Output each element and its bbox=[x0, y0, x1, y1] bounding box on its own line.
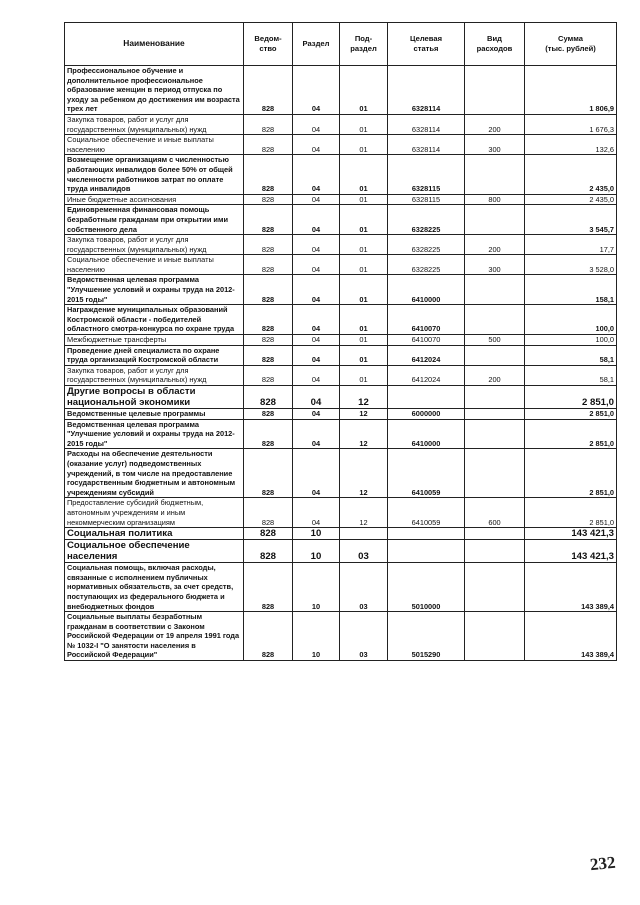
cell-podrazdel: 03 bbox=[340, 540, 388, 563]
cell-vedomstvo: 828 bbox=[244, 528, 293, 540]
cell-name: Закупка товаров, работ и услуг для государственных (муниципальных) нужд bbox=[65, 114, 244, 134]
cell-summa: 143 421,3 bbox=[525, 528, 617, 540]
cell-celevaya-statya: 6410070 bbox=[388, 305, 465, 335]
cell-summa: 1 676,3 bbox=[525, 114, 617, 134]
cell-vedomstvo: 828 bbox=[244, 305, 293, 335]
cell-podrazdel: 03 bbox=[340, 563, 388, 612]
cell-razdel: 04 bbox=[293, 335, 340, 346]
cell-vedomstvo: 828 bbox=[244, 409, 293, 420]
cell-summa: 132,6 bbox=[525, 135, 617, 155]
cell-celevaya-statya: 6412024 bbox=[388, 345, 465, 365]
cell-podrazdel: 01 bbox=[340, 66, 388, 115]
cell-vid-rashodov bbox=[465, 386, 525, 409]
cell-summa: 58,1 bbox=[525, 365, 617, 385]
cell-vedomstvo: 828 bbox=[244, 365, 293, 385]
cell-razdel: 04 bbox=[293, 255, 340, 275]
cell-vid-rashodov bbox=[465, 419, 525, 449]
cell-vedomstvo: 828 bbox=[244, 255, 293, 275]
cell-razdel: 04 bbox=[293, 419, 340, 449]
cell-razdel: 10 bbox=[293, 563, 340, 612]
table-row bbox=[65, 155, 617, 194]
cell-summa: 17,7 bbox=[525, 235, 617, 255]
table-body bbox=[65, 66, 617, 661]
cell-vid-rashodov bbox=[465, 409, 525, 420]
table-row bbox=[65, 114, 617, 134]
cell-summa: 143 389,4 bbox=[525, 612, 617, 661]
cell-vedomstvo: 828 bbox=[244, 345, 293, 365]
table-row bbox=[65, 66, 617, 115]
cell-razdel: 04 bbox=[293, 194, 340, 205]
cell-vedomstvo: 828 bbox=[244, 449, 293, 498]
cell-razdel: 04 bbox=[293, 135, 340, 155]
cell-vid-rashodov bbox=[465, 528, 525, 540]
cell-celevaya-statya: 6328225 bbox=[388, 205, 465, 235]
cell-summa: 1 806,9 bbox=[525, 66, 617, 115]
cell-celevaya-statya: 5015290 bbox=[388, 612, 465, 661]
cell-celevaya-statya: 6410070 bbox=[388, 335, 465, 346]
cell-name: Расходы на обеспечение деятельности (оказание услуг) подведомственных учреждений, в том числе на предоставление государственным бюджетным и автономным учреждениям субсидий bbox=[65, 449, 244, 498]
cell-vedomstvo: 828 bbox=[244, 563, 293, 612]
cell-name: Социальное обеспечение и иные выплаты населению bbox=[65, 255, 244, 275]
cell-summa: 2 851,0 bbox=[525, 419, 617, 449]
table-row bbox=[65, 335, 617, 346]
cell-celevaya-statya: 6410000 bbox=[388, 419, 465, 449]
table-row bbox=[65, 194, 617, 205]
cell-vid-rashodov bbox=[465, 275, 525, 305]
cell-podrazdel: 12 bbox=[340, 419, 388, 449]
cell-podrazdel: 01 bbox=[340, 155, 388, 194]
cell-celevaya-statya: 6412024 bbox=[388, 365, 465, 385]
cell-celevaya-statya: 6410000 bbox=[388, 275, 465, 305]
cell-celevaya-statya: 6328115 bbox=[388, 194, 465, 205]
cell-summa: 100,0 bbox=[525, 305, 617, 335]
cell-podrazdel: 01 bbox=[340, 275, 388, 305]
budget-table-sheet bbox=[64, 22, 617, 661]
cell-celevaya-statya bbox=[388, 540, 465, 563]
cell-summa: 2 435,0 bbox=[525, 194, 617, 205]
page-number: 232 bbox=[589, 852, 617, 875]
cell-razdel: 04 bbox=[293, 409, 340, 420]
table-row bbox=[65, 449, 617, 498]
cell-name: Возмещение организациям с численностью работающих инвалидов более 50% от общей численности работников затрат по оплате труда инвалидов bbox=[65, 155, 244, 194]
cell-podrazdel: 01 bbox=[340, 255, 388, 275]
cell-celevaya-statya bbox=[388, 528, 465, 540]
table-row bbox=[65, 498, 617, 528]
header-vedomstvo: Ведом- ство bbox=[244, 23, 293, 66]
header-name: Наименование bbox=[65, 23, 244, 66]
table-row bbox=[65, 563, 617, 612]
cell-celevaya-statya: 6328115 bbox=[388, 155, 465, 194]
cell-name: Профессиональное обучение и дополнительное профессиональное образование женщин в период отпуска по уходу за ребенком до достижения им возраста трех лет bbox=[65, 66, 244, 115]
table-row bbox=[65, 540, 617, 563]
cell-celevaya-statya: 6328114 bbox=[388, 114, 465, 134]
cell-summa: 2 851,0 bbox=[525, 386, 617, 409]
table-row bbox=[65, 305, 617, 335]
cell-summa: 2 435,0 bbox=[525, 155, 617, 194]
cell-name: Межбюджетные трансферты bbox=[65, 335, 244, 346]
cell-vedomstvo: 828 bbox=[244, 386, 293, 409]
cell-vedomstvo: 828 bbox=[244, 612, 293, 661]
table-row bbox=[65, 386, 617, 409]
cell-name: Закупка товаров, работ и услуг для государственных (муниципальных) нужд bbox=[65, 365, 244, 385]
cell-celevaya-statya: 6410059 bbox=[388, 449, 465, 498]
table-row bbox=[65, 345, 617, 365]
cell-summa: 2 851,0 bbox=[525, 498, 617, 528]
cell-name: Закупка товаров, работ и услуг для государственных (муниципальных) нужд bbox=[65, 235, 244, 255]
cell-summa: 2 851,0 bbox=[525, 449, 617, 498]
cell-vedomstvo: 828 bbox=[244, 235, 293, 255]
cell-name: Предоставление субсидий бюджетным, автономным учреждениям и иным некоммерческим организациям bbox=[65, 498, 244, 528]
table-row bbox=[65, 255, 617, 275]
header-podrazdel: Под- раздел bbox=[340, 23, 388, 66]
cell-vid-rashodov: 300 bbox=[465, 135, 525, 155]
cell-razdel: 04 bbox=[293, 449, 340, 498]
cell-celevaya-statya: 6328114 bbox=[388, 66, 465, 115]
cell-podrazdel: 01 bbox=[340, 135, 388, 155]
cell-vid-rashodov bbox=[465, 449, 525, 498]
cell-vedomstvo: 828 bbox=[244, 498, 293, 528]
cell-vid-rashodov bbox=[465, 155, 525, 194]
table-row bbox=[65, 528, 617, 540]
cell-vid-rashodov bbox=[465, 205, 525, 235]
cell-name: Проведение дней специалиста по охране труда организаций Костромской области bbox=[65, 345, 244, 365]
table-row bbox=[65, 419, 617, 449]
cell-name: Социальное обеспечение и иные выплаты населению bbox=[65, 135, 244, 155]
table-row bbox=[65, 365, 617, 385]
cell-podrazdel: 01 bbox=[340, 305, 388, 335]
cell-name: Иные бюджетные ассигнования bbox=[65, 194, 244, 205]
cell-celevaya-statya: 5010000 bbox=[388, 563, 465, 612]
cell-razdel: 04 bbox=[293, 386, 340, 409]
cell-vedomstvo: 828 bbox=[244, 205, 293, 235]
cell-podrazdel: 01 bbox=[340, 335, 388, 346]
table-row bbox=[65, 409, 617, 420]
cell-razdel: 04 bbox=[293, 114, 340, 134]
cell-celevaya-statya: 6410059 bbox=[388, 498, 465, 528]
cell-vid-rashodov bbox=[465, 612, 525, 661]
header-vid-rashodov: Вид расходов bbox=[465, 23, 525, 66]
cell-vid-rashodov bbox=[465, 563, 525, 612]
cell-summa: 58,1 bbox=[525, 345, 617, 365]
header-summa: Сумма (тыс. рублей) bbox=[525, 23, 617, 66]
cell-vid-rashodov: 600 bbox=[465, 498, 525, 528]
cell-vid-rashodov: 300 bbox=[465, 255, 525, 275]
cell-name: Ведомственная целевая программа "Улучшение условий и охраны труда на 2012-2015 годы" bbox=[65, 275, 244, 305]
cell-summa: 3 528,0 bbox=[525, 255, 617, 275]
cell-vedomstvo: 828 bbox=[244, 114, 293, 134]
cell-razdel: 10 bbox=[293, 540, 340, 563]
cell-razdel: 04 bbox=[293, 205, 340, 235]
cell-razdel: 04 bbox=[293, 305, 340, 335]
cell-podrazdel: 01 bbox=[340, 365, 388, 385]
cell-summa: 100,0 bbox=[525, 335, 617, 346]
cell-podrazdel: 03 bbox=[340, 612, 388, 661]
cell-podrazdel: 12 bbox=[340, 449, 388, 498]
cell-razdel: 04 bbox=[293, 66, 340, 115]
cell-vedomstvo: 828 bbox=[244, 135, 293, 155]
cell-name: Социальная политика bbox=[65, 528, 244, 540]
table-row bbox=[65, 205, 617, 235]
cell-summa: 158,1 bbox=[525, 275, 617, 305]
cell-podrazdel: 12 bbox=[340, 498, 388, 528]
cell-podrazdel: 01 bbox=[340, 205, 388, 235]
cell-name: Единовременная финансовая помощь безработным гражданам при открытии ими собственного дела bbox=[65, 205, 244, 235]
cell-podrazdel: 12 bbox=[340, 386, 388, 409]
cell-vedomstvo: 828 bbox=[244, 194, 293, 205]
cell-podrazdel: 01 bbox=[340, 345, 388, 365]
cell-vid-rashodov: 500 bbox=[465, 335, 525, 346]
cell-celevaya-statya bbox=[388, 386, 465, 409]
cell-summa: 143 421,3 bbox=[525, 540, 617, 563]
cell-vid-rashodov bbox=[465, 345, 525, 365]
table-header-row bbox=[65, 23, 617, 66]
cell-celevaya-statya: 6000000 bbox=[388, 409, 465, 420]
cell-name: Другие вопросы в области национальной экономики bbox=[65, 386, 244, 409]
cell-razdel: 04 bbox=[293, 365, 340, 385]
cell-celevaya-statya: 6328114 bbox=[388, 135, 465, 155]
cell-vedomstvo: 828 bbox=[244, 155, 293, 194]
cell-name: Награждение муниципальных образований Костромской области - победителей областного смотра-конкурса по охране труда bbox=[65, 305, 244, 335]
header-razdel: Раздел bbox=[293, 23, 340, 66]
cell-name: Ведомственные целевые программы bbox=[65, 409, 244, 420]
cell-summa: 3 545,7 bbox=[525, 205, 617, 235]
cell-vid-rashodov: 200 bbox=[465, 365, 525, 385]
cell-vid-rashodov: 800 bbox=[465, 194, 525, 205]
cell-name: Социальная помощь, включая расходы, связанные с исполнением публичных нормативных обязательств, за счет средств, поступающих из федерального бюджета и внебюджетных фондов bbox=[65, 563, 244, 612]
cell-vid-rashodov: 200 bbox=[465, 114, 525, 134]
cell-podrazdel: 12 bbox=[340, 409, 388, 420]
cell-razdel: 04 bbox=[293, 275, 340, 305]
cell-razdel: 04 bbox=[293, 345, 340, 365]
cell-vedomstvo: 828 bbox=[244, 275, 293, 305]
cell-vid-rashodov bbox=[465, 540, 525, 563]
table-row bbox=[65, 135, 617, 155]
cell-razdel: 10 bbox=[293, 528, 340, 540]
cell-vedomstvo: 828 bbox=[244, 419, 293, 449]
table-row bbox=[65, 235, 617, 255]
cell-name: Социальные выплаты безработным гражданам в соответствии с Законом Российской Федерации от 19 апреля 1991 года № 1032-I "О занятости населения в Российской Федерации" bbox=[65, 612, 244, 661]
cell-vedomstvo: 828 bbox=[244, 335, 293, 346]
cell-razdel: 04 bbox=[293, 155, 340, 194]
budget-table bbox=[64, 22, 617, 661]
table-row bbox=[65, 275, 617, 305]
cell-vedomstvo: 828 bbox=[244, 66, 293, 115]
cell-name: Ведомственная целевая программа "Улучшение условий и охраны труда на 2012-2015 годы" bbox=[65, 419, 244, 449]
cell-summa: 143 389,4 bbox=[525, 563, 617, 612]
cell-summa: 2 851,0 bbox=[525, 409, 617, 420]
cell-razdel: 04 bbox=[293, 235, 340, 255]
cell-podrazdel: 01 bbox=[340, 235, 388, 255]
cell-razdel: 04 bbox=[293, 498, 340, 528]
cell-vid-rashodov bbox=[465, 66, 525, 115]
table-row bbox=[65, 612, 617, 661]
cell-celevaya-statya: 6328225 bbox=[388, 235, 465, 255]
cell-razdel: 10 bbox=[293, 612, 340, 661]
cell-vid-rashodov: 200 bbox=[465, 235, 525, 255]
cell-celevaya-statya: 6328225 bbox=[388, 255, 465, 275]
cell-podrazdel: 01 bbox=[340, 114, 388, 134]
cell-podrazdel: 01 bbox=[340, 194, 388, 205]
cell-name: Социальное обеспечение населения bbox=[65, 540, 244, 563]
cell-podrazdel bbox=[340, 528, 388, 540]
header-celevaya-statya: Целевая статья bbox=[388, 23, 465, 66]
cell-vid-rashodov bbox=[465, 305, 525, 335]
cell-vedomstvo: 828 bbox=[244, 540, 293, 563]
